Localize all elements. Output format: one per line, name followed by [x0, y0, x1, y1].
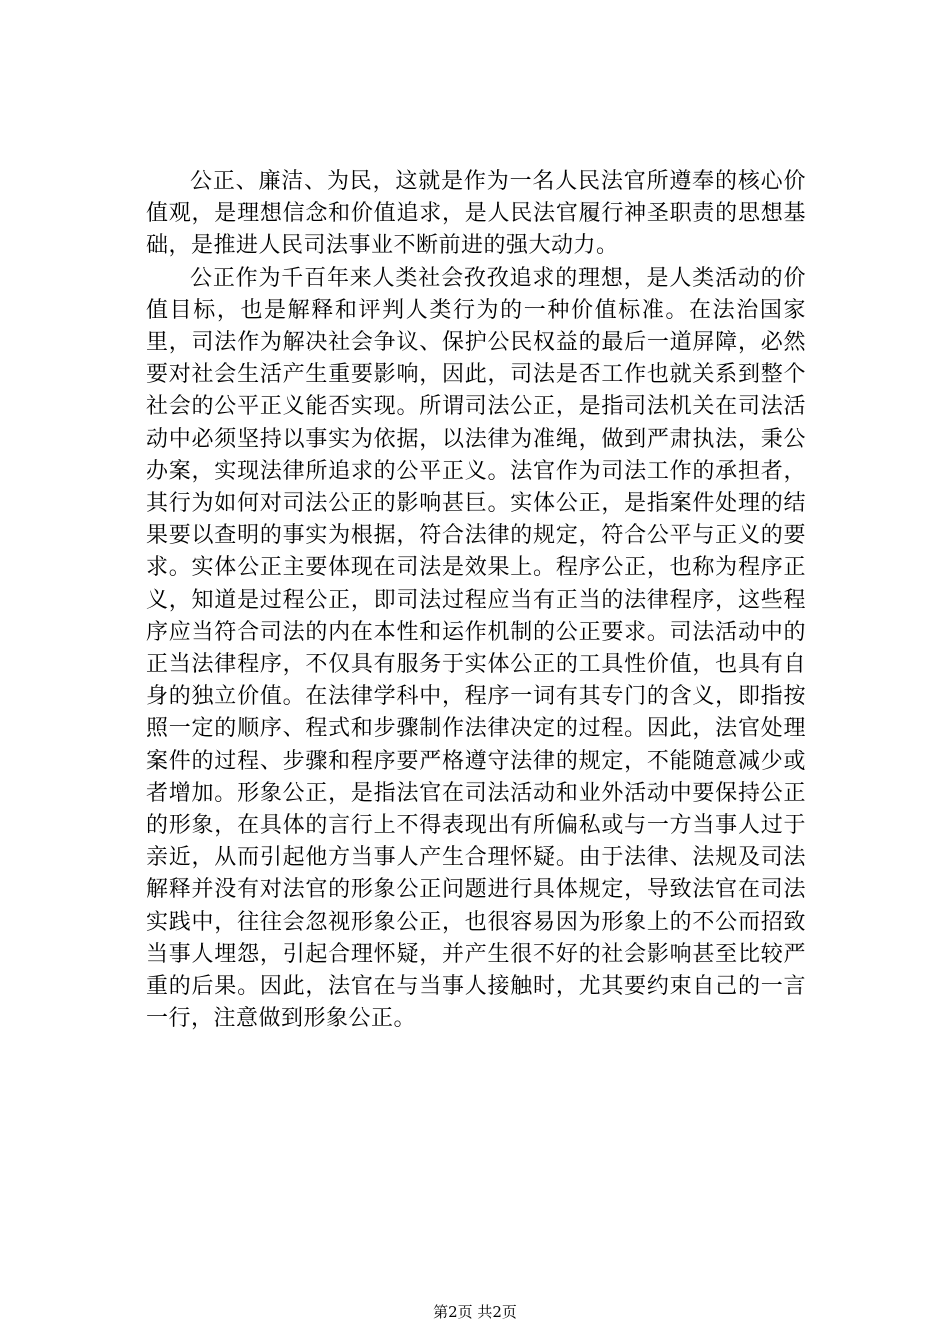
body-text [146, 166, 806, 1035]
paragraph-1: 公正、廉洁、为民，这就是作为一名人民法官所遵奉的核心价值观，是理想信念和价值追求，是人民法官履行神圣职责的思想基础，是推进人民司法事业不断前进的强大动力。 [146, 169, 806, 259]
paragraph-2: 公正作为千百年来人类社会孜孜追求的理想，是人类活动的价值目标，也是解释和评判人类行为的一种价值标准。在法治国家里，司法作为解决社会争议、保护公民权益的最后一道屏障，必然要对社会生活产生重要影响，因此，司法是否工作也就关系到整个社会的公平正义能否实现。所谓司法公正，是指司法机关在司法活动中必须坚持以事实为依据，以法律为准绳，做到严肃执法，秉公办案，实现法律所追求的公平正义。法官作为司法工作的承担者，其行为如何对司法公正的影响甚巨。实体公正，是指案件处理的结果要以查明的事实为根据，符合法律的规定，符合公平与正义的要求。实体公正主要体现在司法是效果上。程序公正，也称为程序正义，知道是过程公正，即司法过程应当有正当的法律程序，这些程序应当符合司法的内在本性和运作机制的公正要求。司法活动中的正当法律程序，不仅具有服务于实体公正的工具性价值，也具有自身的独立价值。在法律学科中，程序一词有其专门的含义，即指按照一定的顺序、程式和步骤制作法律决定的过程。因此，法官处理案件的过程、步骤和程序要严格遵守法律的规定，不能随意减少或者增加。形象公正，是指法官在司法活动和业外活动中要保持公正的形象，在具体的言行上不得表现出有所偏私或与一方当事人过于亲近，从而引起他方当事人产生合理怀疑。由于法律、法规及司法解释并没有对法官的形象公正问题进行具体规定，导致法官在司法实践中，往往会忽视形象公正，也很容易因为形象上的不公而招致当事人埋怨，引起合理怀疑，并产生很不好的社会影响甚至比较严重的后果。因此，法官在与当事人接触时，尤其要约束自己的一言一行，注意做到形象公正。 [146, 265, 806, 1032]
page-number-footer: 第2页 共2页 [433, 1303, 517, 1321]
